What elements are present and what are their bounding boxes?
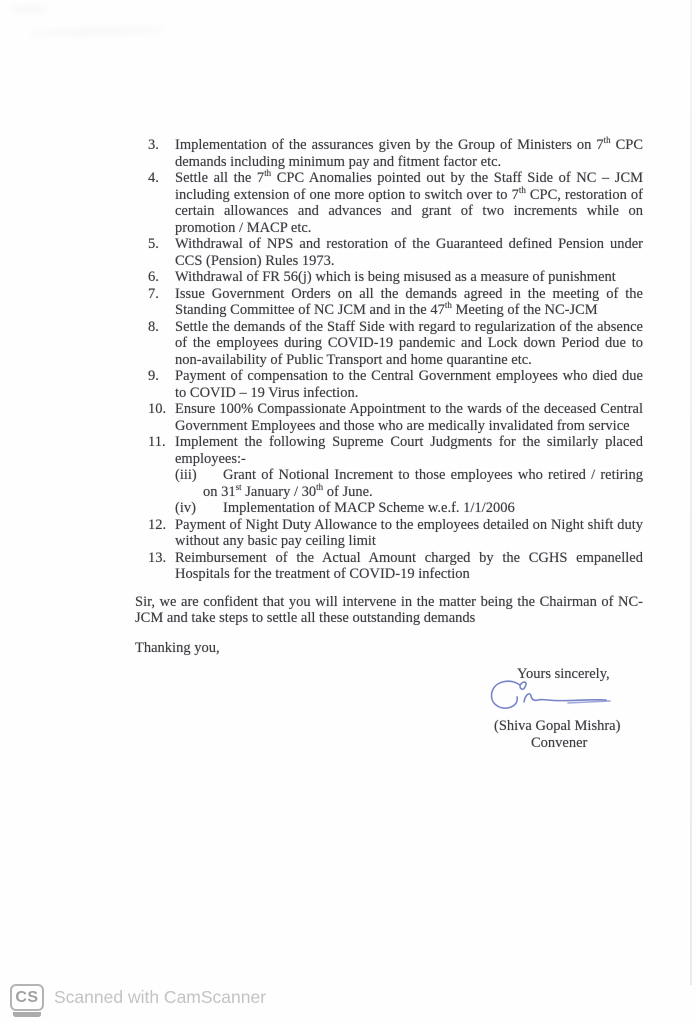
demands-list — [135, 137, 643, 583]
signature-salutation: Yours sincerely, — [517, 666, 610, 682]
demand-text — [175, 319, 643, 369]
demand-text-line: Withdrawal of FR 56(j) which is being misused as a measure of punishment — [175, 269, 616, 285]
demand-text-line: Payment of compensation to the Central Government employees who died due to COVID – 19 Virus infection. — [175, 368, 643, 401]
demand-item — [135, 137, 643, 170]
demand-text-line: Settle the demands of the Staff Side with regard to regularization of the absence of the employees during COVID-19 pandemic and Lock down Period due to non-availability of Public Transport and home quarantine etc. — [175, 318, 643, 368]
demand-number: 12. — [148, 516, 167, 533]
camscanner-logo-letters: CS — [15, 988, 39, 1006]
demand-number: 13. — [148, 549, 167, 566]
demand-text — [175, 236, 643, 269]
camscanner-logo-icon — [10, 984, 44, 1011]
subitem-label: (iv) — [175, 500, 196, 516]
demand-text-line: Settle all the 7th CPC Anomalies pointed out by the Staff Side of NC – JCM including extension of one more option to switch over to 7th CPC, restoration of certain allowances and advances and grant of two increments while on promotion / MACP etc. — [175, 168, 644, 236]
demand-text-line: Payment of Night Duty Allowance to the employees detailed on Night shift duty without any basic pay ceiling limit — [175, 516, 643, 549]
scan-smudge — [10, 6, 48, 13]
demand-text — [175, 434, 643, 517]
demand-text — [175, 137, 643, 170]
demand-number: 10. — [148, 401, 167, 417]
demand-text-line: Implementation of the assurances given by the Group of Ministers on 7th CPC demands including minimum pay and fitment factor etc. — [175, 135, 643, 170]
letter-body — [135, 137, 643, 656]
demand-number: 5. — [148, 236, 159, 252]
signatory-name: (Shiva Gopal Mishra) — [494, 718, 621, 734]
demand-text-line: Ensure 100% Compassionate Appointment to the wards of the deceased Central Government Employees and those who are medically invalidated from service — [175, 401, 643, 434]
demand-item — [135, 269, 643, 286]
demand-number: 8. — [148, 318, 159, 335]
demand-number: 11. — [148, 434, 166, 450]
demand-text — [175, 269, 643, 286]
demand-text — [175, 550, 643, 583]
demand-text — [175, 517, 643, 550]
demand-text — [175, 368, 643, 401]
demand-text — [175, 170, 643, 236]
demand-item — [135, 401, 643, 434]
demand-subitem: (iii) Grant of Notional Increment to those employees who retired / retiring on 31st January / 30th of June. — [175, 467, 643, 500]
closing-paragraph: Sir, we are confident that you will intervene in the matter being the Chairman of NC-JCM and take steps to settle all these outstanding demands — [135, 593, 643, 626]
demand-text-line: Reimbursement of the Actual Amount charged by the CGHS empanelled Hospitals for the treatment of COVID-19 infection — [175, 549, 643, 582]
demand-item — [135, 368, 643, 401]
demand-item — [135, 236, 643, 269]
demand-number: 9. — [148, 368, 159, 384]
demand-number: 4. — [148, 170, 159, 186]
demand-text — [175, 401, 643, 434]
subitem-label: (iii) — [175, 467, 197, 483]
demand-subitem: (iv) Implementation of MACP Scheme w.e.f. 1/1/2006 — [175, 500, 515, 516]
scan-smudge — [28, 25, 168, 39]
demand-item — [135, 434, 643, 517]
demand-number: 6. — [148, 269, 159, 285]
camscanner-footer — [10, 984, 266, 1011]
handwritten-signature — [484, 676, 619, 721]
demand-text-line: Withdrawal of NPS and restoration of the Guaranteed defined Pension under CCS (Pension) Rules 1973. — [175, 236, 643, 269]
thanking-line: Thanking you, — [135, 639, 220, 656]
signatory-title: Convener — [531, 735, 588, 751]
demand-item — [135, 319, 643, 369]
demand-number: 3. — [148, 137, 159, 153]
demand-number: 7. — [148, 285, 159, 302]
page-edge-line — [690, 0, 692, 985]
demand-item — [135, 170, 643, 236]
demand-text-line: Implement the following Supreme Court Judgments for the similarly placed employees:- — [175, 434, 643, 467]
demand-item — [135, 550, 643, 583]
demand-text — [175, 286, 643, 319]
demand-item — [135, 517, 643, 550]
demand-item — [135, 286, 643, 319]
demand-text-line: Issue Government Orders on all the demands agreed in the meeting of the Standing Committee of NC JCM and in the 47th Meeting of the NC-JCM — [175, 285, 643, 318]
camscanner-footer-text: Scanned with CamScanner — [54, 987, 267, 1007]
